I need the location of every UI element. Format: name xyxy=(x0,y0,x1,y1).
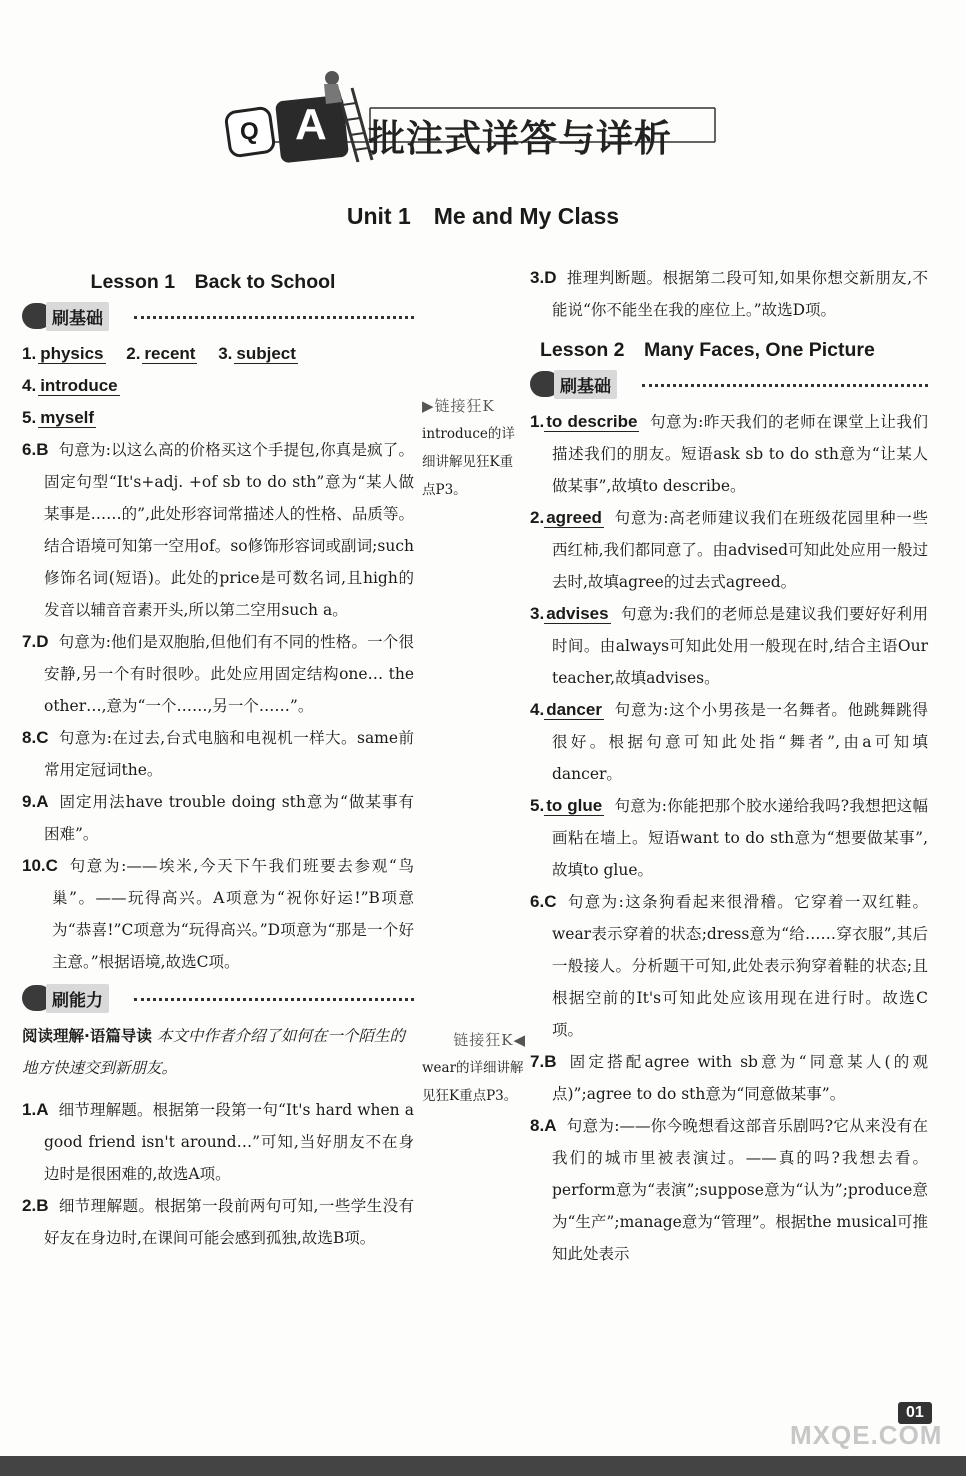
answer-item xyxy=(530,502,928,598)
section-label: 刷基础 xyxy=(46,302,109,331)
reading-title: 阅读理解·语篇导读 xyxy=(22,1027,152,1045)
item-number: 5. xyxy=(530,796,545,815)
item-number: 2. xyxy=(126,344,141,363)
item-number: 9. xyxy=(22,792,37,811)
answer: B xyxy=(544,1052,557,1071)
note-text: wear的详细讲解见狂K重点P3。 xyxy=(422,1060,524,1104)
answer-item xyxy=(22,626,414,722)
note-title: ▶链接狂K xyxy=(422,397,495,415)
answer: to glue xyxy=(546,796,603,815)
answer: advises xyxy=(546,604,609,623)
margin-note xyxy=(422,1026,526,1110)
section-basic-l2 xyxy=(530,370,928,400)
fill-row-1 xyxy=(22,338,414,370)
answer-item xyxy=(530,406,928,502)
left-column xyxy=(22,262,414,1254)
explanation: 句意为:——埃米,今天下午我们班要去参观“鸟巢”。——玩得高兴。A项意为“祝你好运!”B项意为“恭喜!”C项意为“玩得高兴。”D项意为“那是一个好主意。”根据语境,故选C项。 xyxy=(52,857,414,971)
explanation: 句意为:你能把那个胶水递给我吗?我想把这幅画粘在墙上。短语want to do sth意为“想要做某事”,故填to glue。 xyxy=(552,797,928,879)
answer-item xyxy=(22,786,414,850)
explanation: 句意为:在过去,台式电脑和电视机一样大。same前常用定冠词the。 xyxy=(44,729,414,779)
answer: C xyxy=(36,728,49,747)
header-logo xyxy=(220,70,720,170)
explanation: 固定用法have trouble doing sth意为“做某事有困难”。 xyxy=(44,793,414,843)
answer-item xyxy=(22,1094,414,1190)
item-number: 7. xyxy=(22,632,37,651)
answer: dancer xyxy=(546,700,602,719)
dotted-divider xyxy=(642,384,928,387)
answer: to describe xyxy=(546,412,638,431)
note-title: 链接狂K◀ xyxy=(453,1031,526,1049)
answer: B xyxy=(36,440,49,459)
section-label: 刷能力 xyxy=(46,984,109,1013)
page-number: 01 xyxy=(898,1402,932,1424)
item-number: 5. xyxy=(22,408,37,427)
reading-intro xyxy=(22,1020,414,1084)
item-number: 2. xyxy=(530,508,545,527)
answer-item xyxy=(22,1190,414,1254)
explanation: 细节理解题。根据第一段前两句可知,一些学生没有好友在身边时,在课间可能会感到孤独,故选B项。 xyxy=(44,1197,414,1247)
answer: recent xyxy=(144,344,196,363)
answer: D xyxy=(544,268,557,287)
dotted-divider xyxy=(134,998,414,1001)
lesson2-title: Lesson 2 Many Faces, One Picture xyxy=(540,339,875,361)
answer: C xyxy=(544,892,557,911)
item-number: 6. xyxy=(22,440,37,459)
header-title: 批注式详答与详析 xyxy=(368,117,672,160)
fill-row-2 xyxy=(22,370,414,402)
answer: A xyxy=(36,1100,49,1119)
answer: agreed xyxy=(546,508,602,527)
answer-item xyxy=(530,262,928,326)
a-letter: A xyxy=(295,100,327,149)
margin-note xyxy=(422,392,526,504)
item-number: 8. xyxy=(530,1116,545,1135)
explanation: 句意为:昨天我们的老师在课堂上让我们描述我们的朋友。短语ask sb to do sth意为“让某人做某事”,故填to describe。 xyxy=(552,413,928,495)
dotted-divider xyxy=(134,316,414,319)
explanation: 固定搭配agree with sb意为“同意某人(的观点)”;agree to do sth意为“同意做某事”。 xyxy=(552,1053,928,1103)
answer-item xyxy=(22,850,414,978)
explanation: 句意为:我们的老师总是建议我们要好好利用时间。由always可知此处用一般现在时,结合主语Our teacher,故填advises。 xyxy=(552,605,928,687)
unit-title: Unit 1 Me and My Class xyxy=(346,203,620,229)
reading-summary: 本文中作者介绍了如何在一个陌生的地方快速交到新朋友。 xyxy=(22,1027,405,1077)
answer-item xyxy=(530,1046,928,1110)
answer: A xyxy=(544,1116,557,1135)
explanation: 句意为:——你今晚想看这部音乐剧吗?它从来没有在我们的城市里被表演过。——真的吗?我想去看。perform意为“表演”;suppose意为“认为”;produce意为“生产”;manage意为“管理”。根据the musical可推知此处表示 xyxy=(552,1117,928,1263)
q-letter: Q xyxy=(240,118,259,145)
item-number: 1. xyxy=(22,1100,37,1119)
explanation: 句意为:高老师建议我们在班级花园里种一些西红柿,我们都同意了。由advised可知此处应用一般过去时,故填agree的过去式agreed。 xyxy=(552,509,928,591)
answer-item xyxy=(22,722,414,786)
explanation: 句意为:这个小男孩是一名舞者。他跳舞跳得很好。根据句意可知此处指“舞者”,由a可知填dancer。 xyxy=(552,701,928,783)
answer-item xyxy=(530,790,928,886)
fill-row-3 xyxy=(22,402,414,434)
answer-item xyxy=(530,598,928,694)
item-number: 2. xyxy=(22,1196,37,1215)
explanation: 句意为:他们是双胞胎,但他们有不同的性格。一个很安静,另一个有时很吵。此处应用固定结构one… the other…,意为“一个……,另一个……”。 xyxy=(44,633,414,715)
item-number: 8. xyxy=(22,728,37,747)
item-number: 10. xyxy=(22,856,46,875)
answer-item xyxy=(530,1110,928,1270)
item-number: 1. xyxy=(530,412,545,431)
item-number: 4. xyxy=(22,376,37,395)
answer: A xyxy=(36,792,49,811)
explanation: 推理判断题。根据第二段可知,如果你想交新朋友,不能说“你不能坐在我的座位上。”故选D项。 xyxy=(552,269,928,319)
answer: B xyxy=(36,1196,49,1215)
item-number: 6. xyxy=(530,892,545,911)
item-number: 3. xyxy=(530,268,545,287)
item-number: 3. xyxy=(218,344,233,363)
explanation: 句意为:以这么高的价格买这个手提包,你真是疯了。固定句型“It's+adj. +of sb to do sth”意为“某人做某事是……的”,此处形容词常描述人的性格、品质等。结合语境可知第一空用of。so修饰形容词或副词;such修饰名词(短语)。此处的price是可数名词,且high的发音以辅音音素开头,所以第二空用such a。 xyxy=(44,441,414,619)
section-label: 刷基础 xyxy=(554,370,617,399)
answer: myself xyxy=(40,408,95,427)
answer-item xyxy=(530,694,928,790)
note-text: introduce的详细讲解见狂K重点P3。 xyxy=(422,426,515,498)
answer: introduce xyxy=(40,376,118,395)
answer: C xyxy=(45,856,58,875)
lesson1-title: Lesson 1 Back to School xyxy=(90,271,336,293)
answer: D xyxy=(36,632,49,651)
watermark: MXQE.COM xyxy=(790,1420,943,1450)
answer-item xyxy=(530,886,928,1046)
explanation: 细节理解题。根据第一段第一句“It's hard when a good friend isn't around…”可知,当好朋友不在身边时是很困难的,故选A项。 xyxy=(44,1101,414,1183)
explanation: 句意为:这条狗看起来很滑稽。它穿着一双红鞋。wear表示穿着的状态;dress意为“给……穿衣服”,其后一般接人。分析题干可知,此处表示狗穿着鞋的状态;且根据空前的It's可知此处应该用现在进行时。故选C项。 xyxy=(552,893,928,1039)
item-number: 3. xyxy=(530,604,545,623)
section-basic-l1 xyxy=(22,302,414,332)
answer-item xyxy=(22,434,414,626)
answer: physics xyxy=(40,344,104,363)
item-number: 4. xyxy=(530,700,545,719)
item-number: 1. xyxy=(22,344,37,363)
answer: subject xyxy=(236,344,296,363)
item-number: 7. xyxy=(530,1052,545,1071)
right-column xyxy=(530,262,928,1270)
section-ability-l1 xyxy=(22,984,414,1014)
footer-bar xyxy=(0,1456,966,1476)
